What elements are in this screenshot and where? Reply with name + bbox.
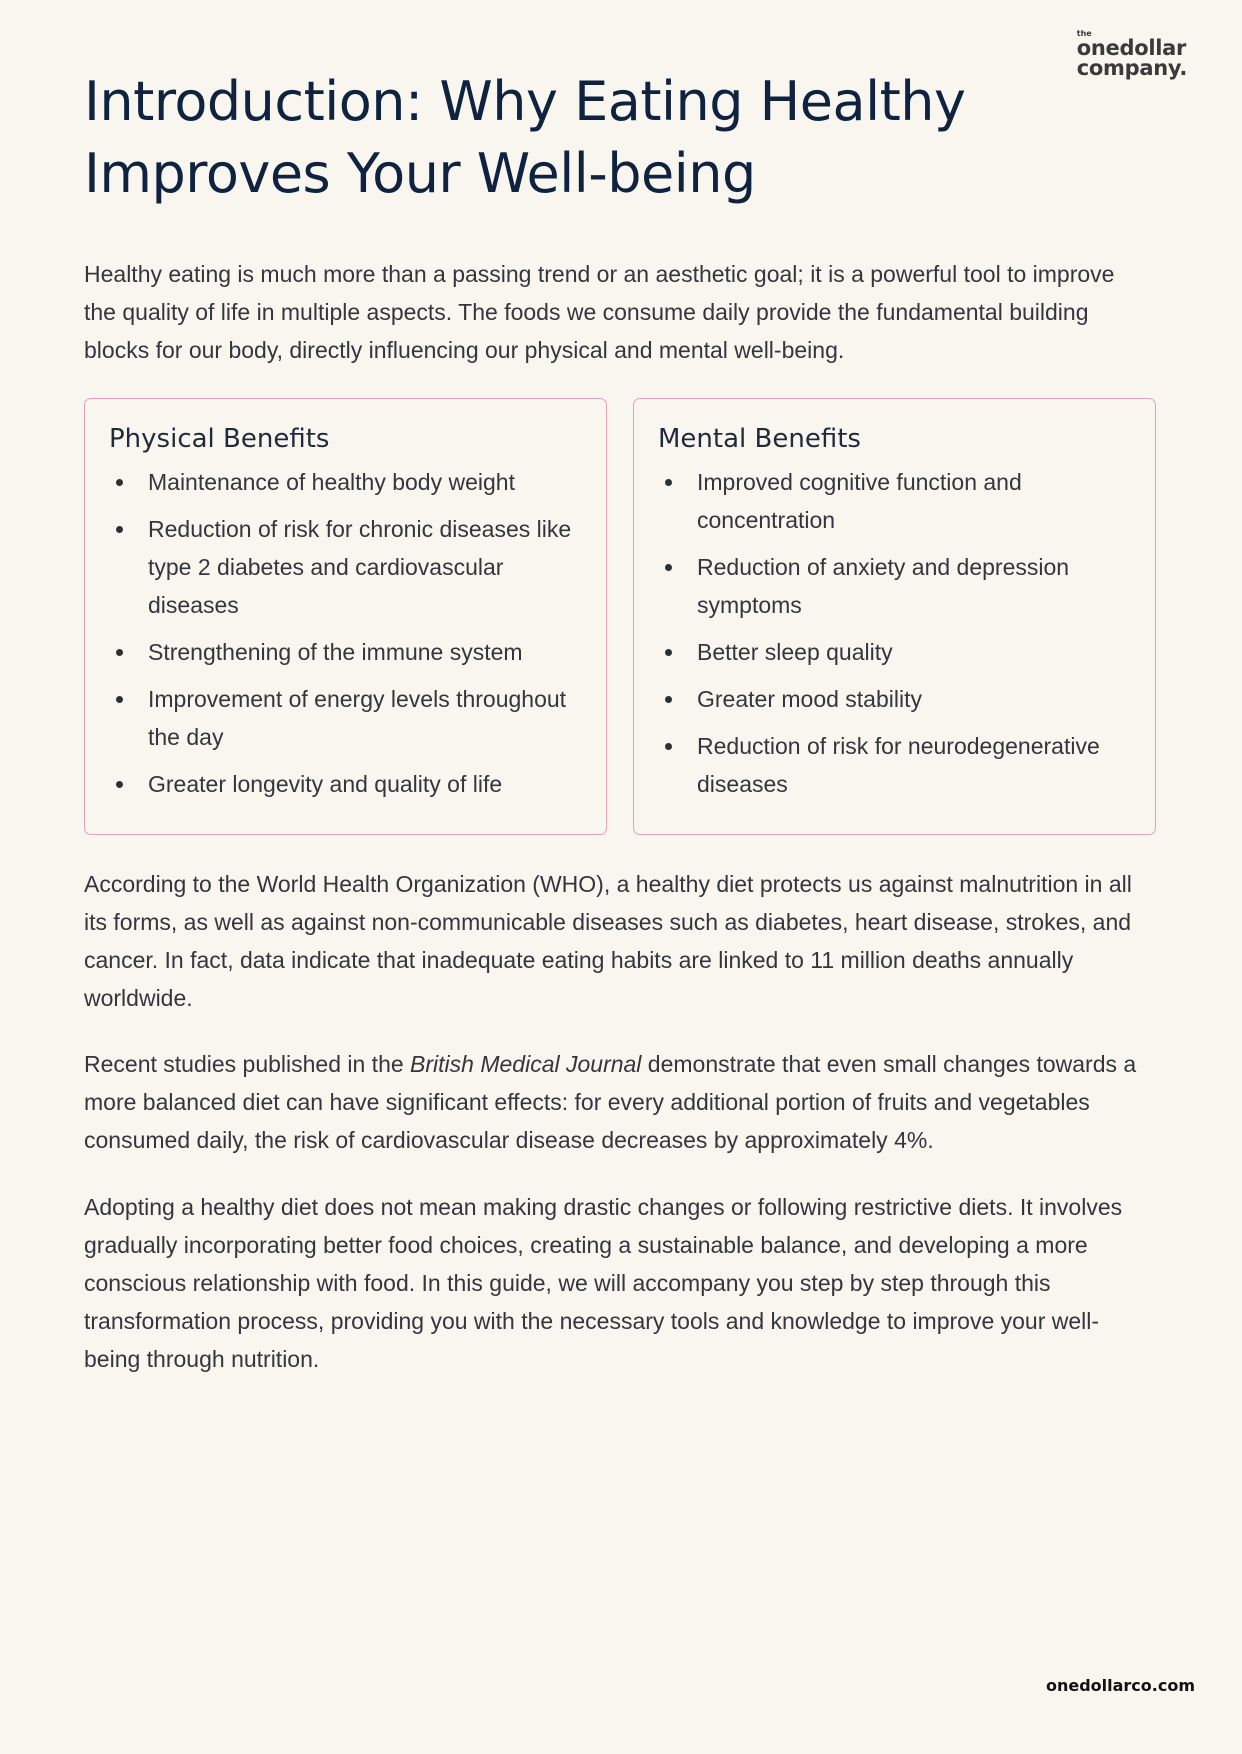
bullet-icon (665, 479, 672, 486)
list-item (109, 463, 582, 501)
list-item (109, 765, 582, 803)
bullet-icon (116, 781, 123, 788)
list-item-text: Reduction of risk for chronic diseases like type 2 diabetes and cardiovascular diseases (148, 516, 572, 618)
mental-benefits-list (658, 463, 1131, 803)
bullet-icon (665, 649, 672, 656)
list-item-text: Reduction of risk for neurodegenerative diseases (697, 733, 1100, 797)
mental-benefits-heading: Mental Benefits (658, 424, 861, 454)
company-logo (1077, 30, 1187, 79)
bullet-icon (665, 564, 672, 571)
bullet-icon (116, 479, 123, 486)
list-item (109, 510, 582, 624)
list-item-text: Reduction of anxiety and depression symptoms (697, 554, 1070, 618)
bullet-icon (116, 526, 123, 533)
logo-line-1: onedollar (1076, 36, 1187, 60)
page-title: Introduction: Why Eating Healthy Improves Your Well-being (84, 70, 966, 205)
physical-benefits-list (109, 463, 582, 803)
who-paragraph: According to the World Health Organization (WHO), a healthy diet protects us against malnutrition in all its forms, as well as against non-communicable diseases such as diabetes, heart disease, strokes, and cancer. In fact, data indicate that inadequate eating habits are linked to 11 million deaths annually worldwide. (84, 871, 1132, 1011)
bmj-text-before: Recent studies published in the (84, 1051, 411, 1077)
list-item-text: Maintenance of healthy body weight (148, 469, 515, 495)
list-item-text: Improvement of energy levels throughout the day (148, 686, 567, 750)
list-item-text: Greater mood stability (697, 686, 922, 712)
physical-benefits-card (84, 398, 607, 835)
bmj-text-after: demonstrate that even small changes towards a more balanced diet can have significant effects: for every additional portion of fruits and vegetables consumed daily, the risk of cardiovascular disease decreases by approximately 4%. (84, 1051, 1137, 1153)
mental-benefits-card (633, 398, 1156, 835)
list-item (658, 680, 1131, 718)
list-item (658, 548, 1131, 624)
intro-paragraph: Healthy eating is much more than a passing trend or an aesthetic goal; it is a powerful tool to improve the quality of life in multiple aspects. The foods we consume daily provide the fundamental building blocks for our body, directly influencing our physical and mental well-being. (84, 261, 1115, 363)
list-item-text: Better sleep quality (697, 639, 893, 665)
closing-paragraph: Adopting a healthy diet does not mean making drastic changes or following restrictive diets. It involves gradually incorporating better food choices, creating a sustainable balance, and developing a more conscious relationship with food. In this guide, we will accompany you step by step through this transformation process, providing you with the necessary tools and knowledge to improve your well-being through nutrition. (84, 1194, 1123, 1372)
list-item-text: Greater longevity and quality of life (148, 771, 503, 797)
list-item (658, 727, 1131, 803)
bullet-icon (116, 649, 123, 656)
bullet-icon (665, 743, 672, 750)
bmj-paragraph (84, 1045, 1149, 1159)
list-item (109, 633, 582, 671)
list-item (658, 633, 1131, 671)
list-item-text: Improved cognitive function and concentration (697, 469, 1022, 533)
footer-website: onedollarco.com (1045, 1676, 1195, 1695)
journal-name: British Medical Journal (410, 1051, 642, 1077)
bullet-icon (665, 696, 672, 703)
logo-small-text: the (1076, 29, 1092, 38)
logo-line-2: company. (1076, 55, 1187, 80)
list-item (658, 463, 1131, 539)
bullet-icon (116, 696, 123, 703)
list-item (109, 680, 582, 756)
physical-benefits-heading: Physical Benefits (109, 424, 330, 454)
list-item-text: Strengthening of the immune system (148, 639, 523, 665)
